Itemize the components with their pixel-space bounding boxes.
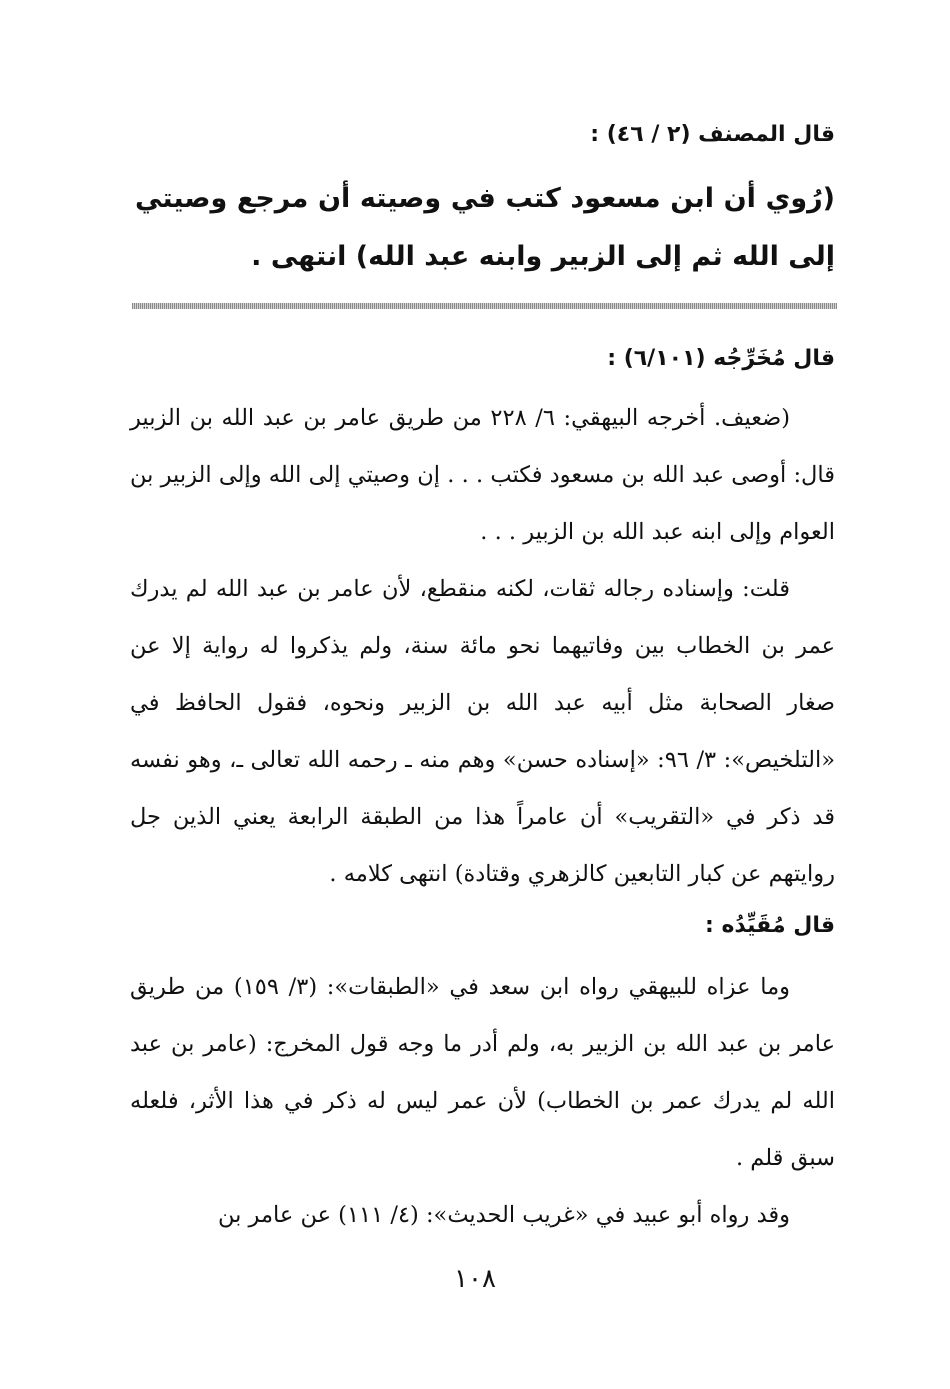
muqayyid-heading: قال مُقَيِّدُه : xyxy=(704,913,835,938)
mukharrij-heading: قال مُخَرِّجُه (٦/١٠١) : xyxy=(607,346,835,371)
section-divider xyxy=(132,303,837,309)
mukharrij-paragraph-2-text: قلت: وإسناده رجاله ثقات، لكنه منقطع، لأن عامر بن عبد الله لم يدرك عمر بن الخطاب بين وفاتيهما نحو مائة سنة، ولم يذكروا له رواية إلا عن صغار الصحابة مثل أبيه عبد الله بن الزبير ونحوه، فقول الحافظ في «التلخيص»: ٣/ ٩٦: «إسناده حسن» وهم منه ـ رحمه الله تعالى ـ، وهو نفسه قد ذكر في «التقريب» أن عامراً هذا من الطبقة الرابعة يعني الذين جل روايتهم عن كبار التابعين كالزهري وقتادة) انتهى كلامه . xyxy=(130,576,835,887)
muqayyid-paragraph-1-text: وما عزاه للبيهقي رواه ابن سعد في «الطبقات»: (٣/ ١٥٩) من طريق عامر بن عبد الله بن الزبير به، ولم أدر ما وجه قول المخرج: (عامر بن عبد الله لم يدرك عمر بن الخطاب) لأن عمر ليس له ذكر في هذا الأثر، فلعله سبق قلم . xyxy=(130,974,835,1171)
mukharrij-paragraph-1-text: (ضعيف. أخرجه البيهقي: ٦/ ٢٢٨ من طريق عامر بن عبد الله بن الزبير قال: أوصى عبد الله بن مسعود فكتب . . . إن وصيتي إلى الله وإلى الزبير بن العوام وإلى ابنه عبد الله بن الزبير . . . xyxy=(130,405,835,545)
mukharrij-paragraph-1 xyxy=(130,390,835,561)
author-heading: قال المصنف (٢ / ٤٦) : xyxy=(590,122,835,147)
mukharrij-paragraph-2 xyxy=(130,561,835,903)
muqayyid-paragraph-1 xyxy=(130,959,835,1187)
page-number: ١٠٨ xyxy=(454,1264,496,1294)
author-quote: (رُوي أن ابن مسعود كتب في وصيته أن مرجع وصيتي إلى الله ثم إلى الزبير وابنه عبد الله) انتهى . xyxy=(135,183,835,272)
muqayyid-paragraph-2 xyxy=(130,1187,835,1244)
muqayyid-paragraph-2-text: وقد رواه أبو عبيد في «غريب الحديث»: (٤/ ١١١) عن عامر بن xyxy=(218,1202,790,1228)
